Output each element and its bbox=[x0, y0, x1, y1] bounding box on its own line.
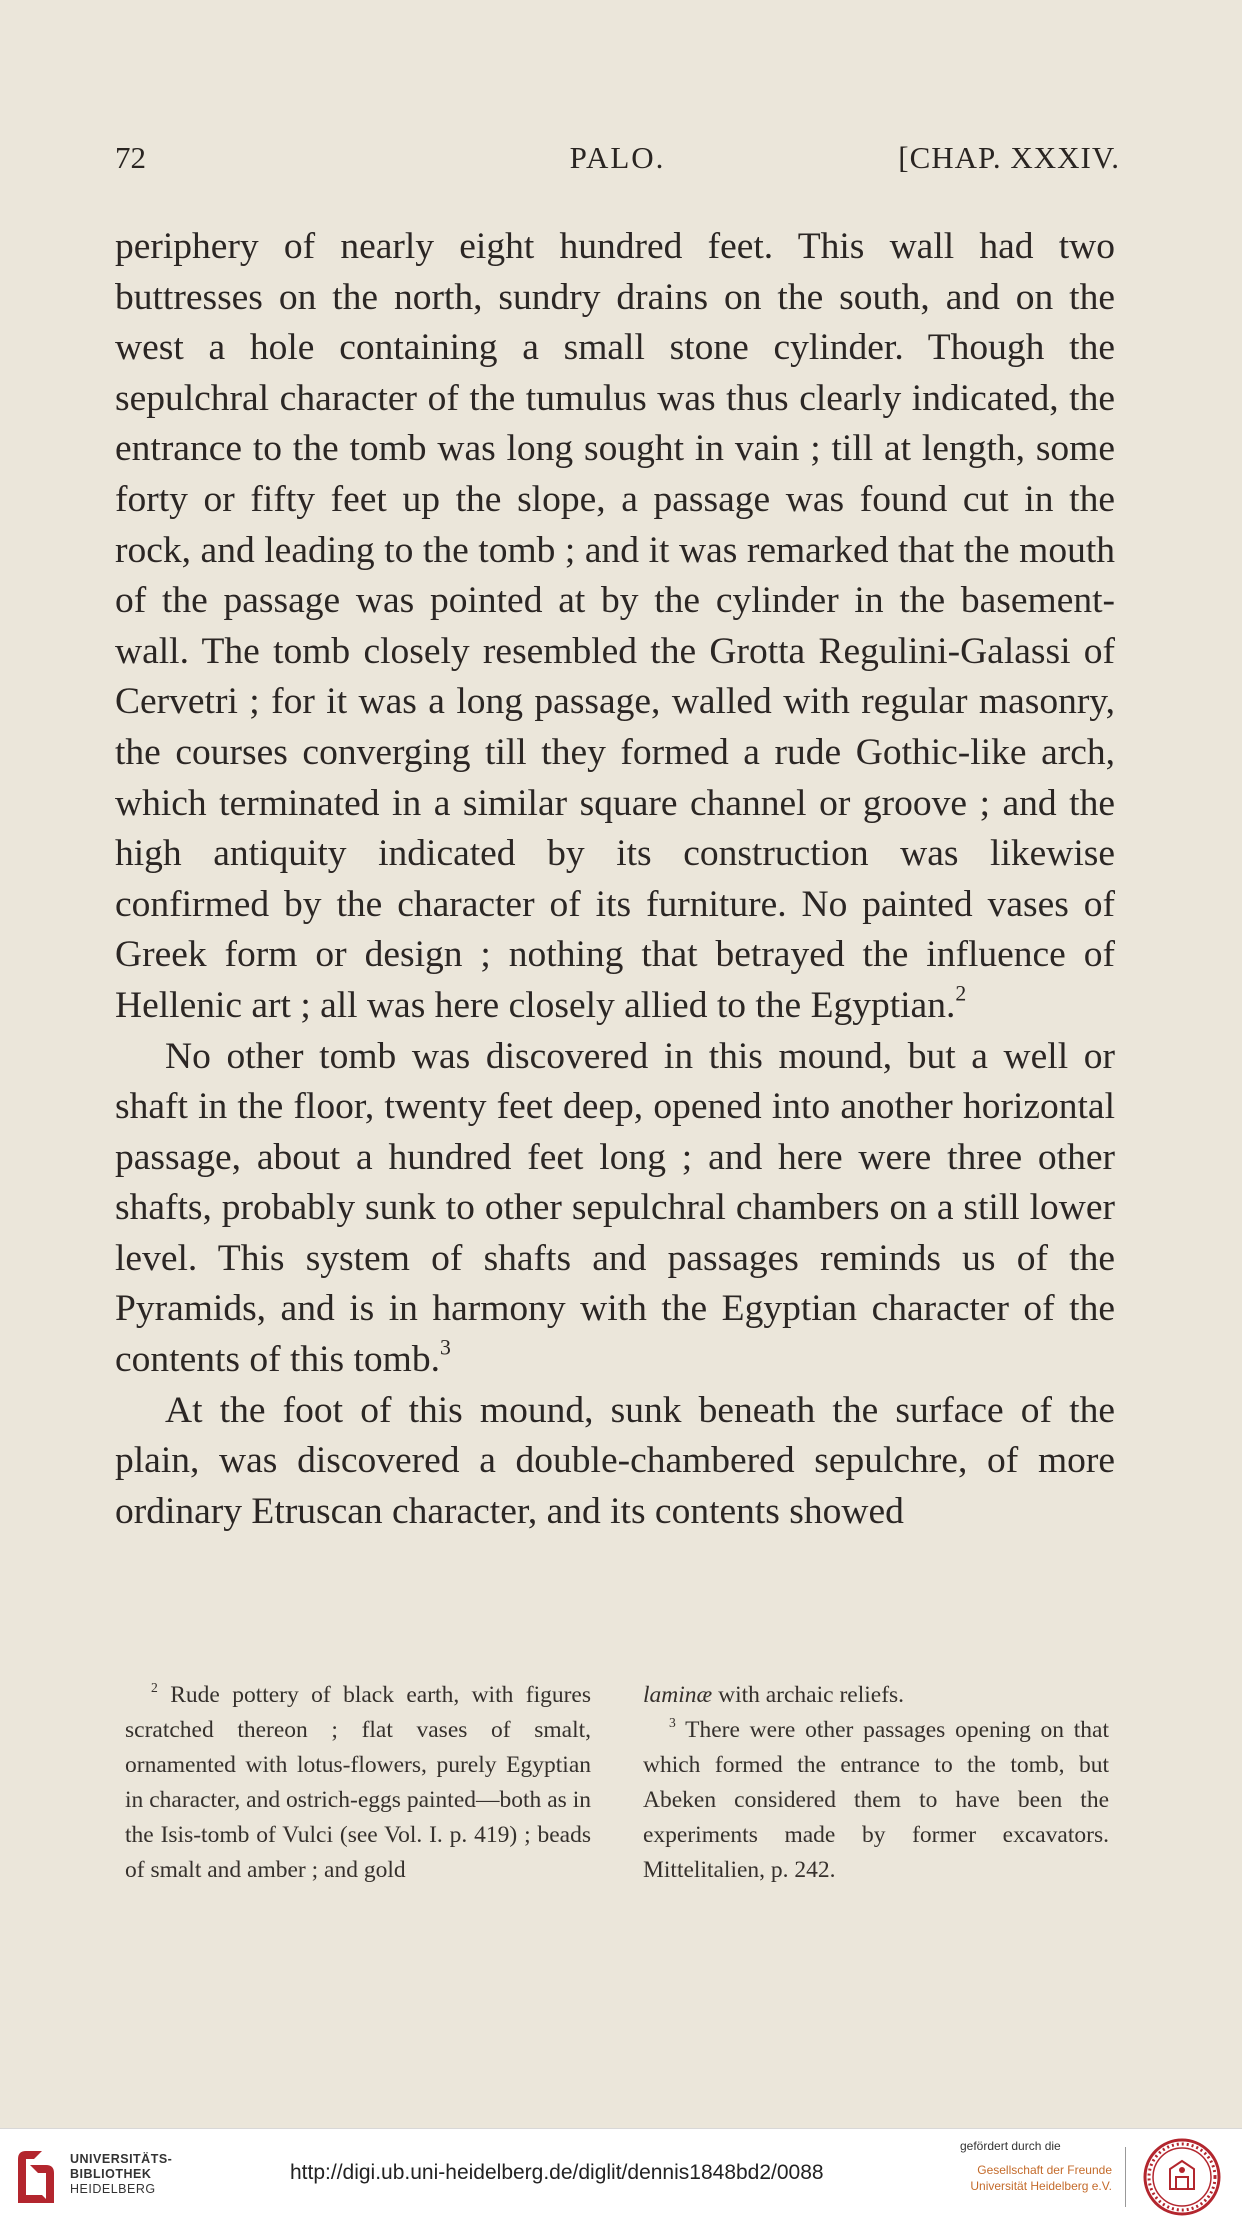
library-name-line-3: HEIDELBERG bbox=[70, 2182, 156, 2196]
library-name-line-2: BIBLIOTHEK bbox=[70, 2167, 152, 2181]
footnote-2-continuation-text: with archaic reliefs. bbox=[712, 1682, 905, 1708]
paragraph bbox=[115, 1386, 1115, 1538]
footnote-2 bbox=[125, 1678, 591, 1888]
footnote-3-marker: 3 bbox=[669, 1714, 676, 1730]
footnote-2-continuation bbox=[643, 1678, 1109, 1713]
permalink-url[interactable]: http://digi.ub.uni-heidelberg.de/diglit/dennis1848bd2/0088 bbox=[290, 2161, 824, 2184]
library-name-line-1: UNIVERSITÄTS- bbox=[70, 2152, 173, 2166]
footnote-2-text: Rude pottery of black earth, with figures scratched thereon ; flat vases of smalt, ornamented with lotus-flowers, purely Egyptian in character, and ostrich-eggs painted—both as in the Isis-tomb of Vulci (see Vol. I. p. 419) ; beads of smalt and amber ; and gold bbox=[125, 1682, 592, 1883]
ub-heidelberg-logo-icon[interactable] bbox=[12, 2145, 62, 2209]
paragraph bbox=[115, 222, 1115, 1032]
footer-bar bbox=[0, 2128, 1242, 2221]
footnote-column-left bbox=[125, 1678, 591, 1888]
main-text bbox=[115, 222, 1115, 1537]
footnote-2-marker: 2 bbox=[151, 1679, 158, 1695]
chapter-reference: [CHAP. XXXIV. bbox=[898, 140, 1120, 175]
society-name-line-1: Gesellschaft der Freunde bbox=[977, 2163, 1112, 2177]
university-seal-icon bbox=[1142, 2137, 1222, 2217]
footnote-2-italic: laminæ bbox=[643, 1682, 713, 1708]
footnote-3-text: There were other passages opening on that which formed the entrance to the tomb, but Abeken considered them to have been the experiments made by former excavators. Mittelitalien, p. 242. bbox=[643, 1717, 1109, 1883]
footer-divider bbox=[1125, 2147, 1126, 2207]
paragraph bbox=[115, 1032, 1115, 1386]
footnote-column-right bbox=[643, 1678, 1109, 1888]
footnote-ref-2[interactable]: 2 bbox=[955, 981, 967, 1006]
footnote-ref-3[interactable]: 3 bbox=[439, 1335, 451, 1360]
library-name bbox=[70, 2152, 172, 2197]
funded-by-label: gefördert durch die bbox=[960, 2139, 1061, 2153]
page-number: 72 bbox=[115, 140, 146, 175]
footnote-3 bbox=[643, 1713, 1109, 1888]
running-title: PALO. bbox=[569, 140, 666, 175]
society-name-line-2: Universität Heidelberg e.V. bbox=[970, 2179, 1112, 2193]
paragraph-2-text: No other tomb was discovered in this mound, but a well or shaft in the floor, twenty feet deep, opened into another horizontal passage, about a hundred feet long ; and here were three other shafts, probably sunk to other sepulchral chambers on a still lower level. This system of shafts and passages reminds us of the Pyramids, and is in harmony with the Egyptian character of the contents of this tomb. bbox=[115, 1035, 1115, 1381]
running-header bbox=[115, 140, 1120, 190]
society-name[interactable] bbox=[960, 2162, 1112, 2194]
paragraph-3-text: At the foot of this mound, sunk beneath the surface of the plain, was discovered a double-chambered sepulchre, of more ordinary Etruscan character, and its contents showed bbox=[115, 1389, 1115, 1532]
paragraph-1-text: periphery of nearly eight hundred feet. This wall had two buttresses on the north, sundry drains on the south, and on the west a hole containing a small stone cylinder. Though the sepulchral character of the tumulus was thus clearly indicated, the entrance to the tomb was long sought in vain ; till at length, some forty or fifty feet up the slope, a passage was found cut in the rock, and leading to the tomb ; and it was remarked that the mouth of the passage was pointed at by the cylinder in the basement-wall. The tomb closely resembled the Grotta Regulini-Galassi of Cervetri ; for it was a long passage, walled with regular masonry, the courses converging till they formed a rude Gothic-like arch, which terminated in a similar square channel or groove ; and the high antiquity indicated by its construction was likewise confirmed by the character of its furniture. No painted vases of Greek form or design ; nothing that betrayed the influence of Hellenic art ; all was here closely allied to the Egyptian. bbox=[115, 226, 1115, 1026]
